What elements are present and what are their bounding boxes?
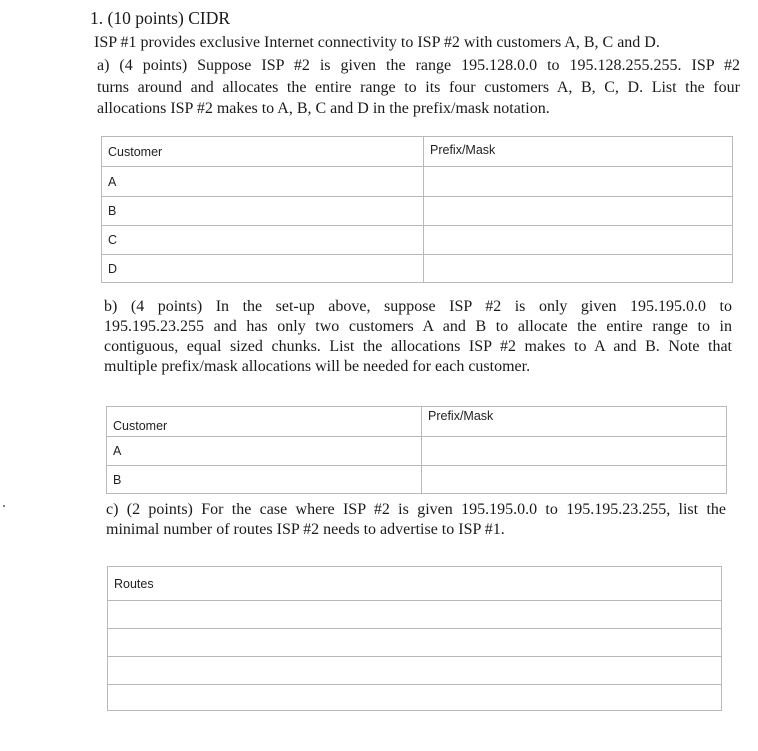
part-a-line: allocations ISP #2 makes to A, B, C and D in the prefix/mask notation. — [97, 100, 550, 117]
customer-cell: A — [107, 437, 422, 466]
customer-cell: C — [102, 226, 424, 255]
prefix-mask-answer-cell[interactable] — [424, 197, 733, 226]
part-c-line: minimal number of routes ISP #2 needs to advertise to ISP #1. — [106, 521, 505, 538]
prefix-mask-answer-cell[interactable] — [424, 226, 733, 255]
table-header-customer: Customer — [102, 137, 424, 167]
prefix-mask-answer-cell[interactable] — [424, 167, 733, 197]
route-answer-cell[interactable] — [108, 657, 722, 685]
customer-cell: D — [102, 255, 424, 283]
part-c-text — [106, 500, 726, 540]
part-a-text — [97, 55, 740, 120]
part-b-line: 195.195.23.255 and has only two customers A and B to allocate the entire range to in — [104, 318, 732, 335]
stray-mark — [3, 505, 5, 507]
part-b-line: b) (4 points) In the set-up above, suppose ISP #2 is only given 195.195.0.0 to — [104, 298, 732, 315]
question-intro — [94, 33, 744, 53]
table-header-customer: Customer — [107, 407, 422, 437]
part-a-line: turns around and allocates the entire range to its four customers A, B, C, D. List the four — [97, 78, 740, 96]
route-answer-cell[interactable] — [108, 629, 722, 657]
part-c-line: c) (2 points) For the case where ISP #2 is given 195.195.0.0 to 195.195.23.255, list the — [106, 501, 726, 518]
question-heading: 1. (10 points) CIDR — [90, 8, 230, 28]
customer-cell: B — [107, 466, 422, 494]
route-answer-cell[interactable] — [108, 601, 722, 629]
customer-cell: B — [102, 197, 424, 226]
part-a-table — [101, 136, 733, 283]
part-b-table — [106, 406, 727, 494]
table-header-routes: Routes — [108, 567, 722, 601]
table-header-prefix: Prefix/Mask — [422, 407, 727, 437]
prefix-mask-answer-cell[interactable] — [422, 466, 727, 494]
part-b-line: contiguous, equal sized chunks. List the allocations ISP #2 makes to A and B. Note that — [104, 338, 732, 355]
table-header-prefix: Prefix/Mask — [424, 137, 733, 167]
part-b-text — [104, 297, 732, 377]
prefix-mask-answer-cell[interactable] — [424, 255, 733, 283]
route-answer-cell[interactable] — [108, 685, 722, 711]
routes-table — [107, 566, 722, 711]
part-a-line: a) (4 points) Suppose ISP #2 is given the range 195.128.0.0 to 195.128.255.255. ISP #2 — [97, 57, 740, 74]
prefix-mask-answer-cell[interactable] — [422, 437, 727, 466]
intro-line: ISP #1 provides exclusive Internet connectivity to ISP #2 with customers A, B, C and D. — [94, 34, 660, 51]
customer-cell: A — [102, 167, 424, 197]
part-b-line: multiple prefix/mask allocations will be needed for each customer. — [104, 358, 531, 375]
